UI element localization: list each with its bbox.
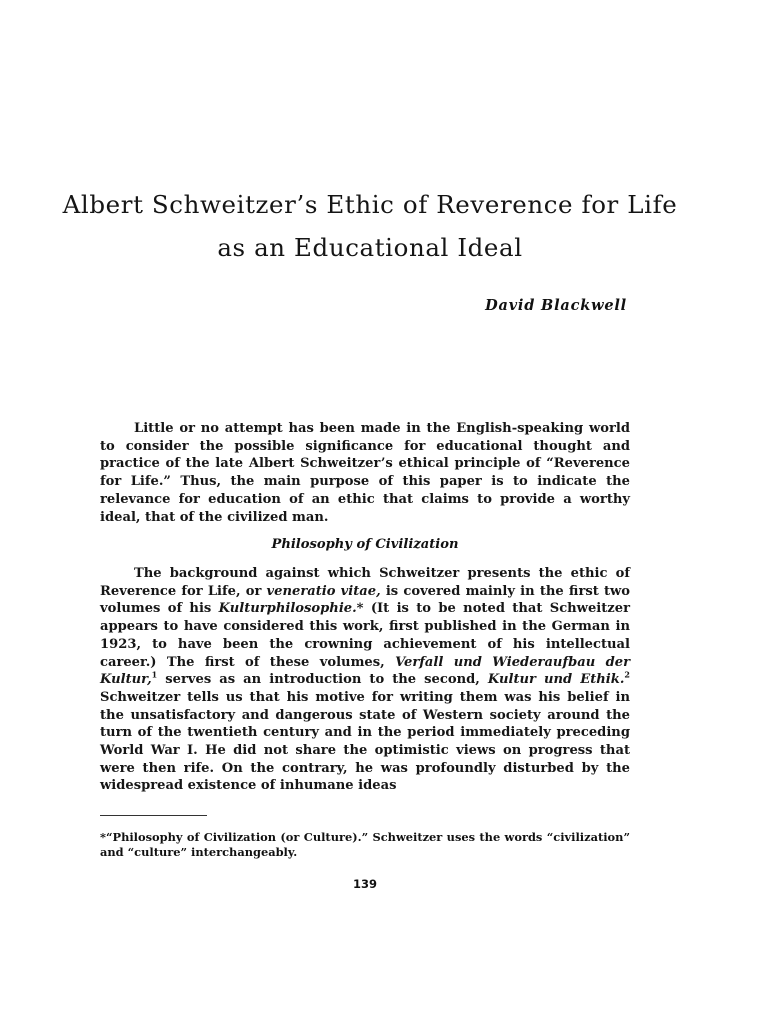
term-kultur-und-ethik: Kultur und Ethik.: [487, 672, 625, 688]
article-title: Albert Schweitzer’s Ethic of Reverence for Life as an Educational Ideal: [62, 190, 678, 262]
footnote-divider: [100, 815, 207, 816]
body-text-5: Schweitzer tells us that his motive for writing them was his belief in the unsatisfactory and dangerous state of Western society around the turn of the twentieth century and in the period immediately preceding World War I. He did not share the optimistic views on progress that were then rife. On the contrary, he was profoundly disturbed by the widespread existence of inhumane ideas: [100, 689, 630, 794]
footnote-text: *“Philosophy of Civilization (or Culture).” Schweitzer uses the words “civilization” and “culture” interchangeably.: [100, 830, 630, 859]
term-verfall-und-wiederaufbau: Verfall und Wiederaufbau der Kultur,: [100, 654, 630, 688]
body-block: [100, 565, 630, 795]
body-text-2: is covered mainly in the first two volumes of his: [100, 583, 630, 617]
term-veneratio-vitae: veneratio vitae,: [266, 583, 381, 599]
term-kulturphilosophie: Kulturphilosophie.*: [218, 601, 364, 617]
body-text-3: (It is to be noted that Schweitzer appears to have considered this work, first published in the German in 1923, to have been the crowning achievement of his intellectual career.) The first of these volumes,: [100, 601, 630, 670]
footnote-ref-1: 1: [151, 669, 158, 680]
footnote-ref-2: 2: [624, 669, 630, 680]
section-heading: Philosophy of Civilization: [271, 537, 459, 552]
intro-paragraph: Little or no attempt has been made in the English-speaking world to consider the possible significance for educational thought and practice of the late Albert Schweitzer’s ethical principle of “Reverence for Life.” Thus, the main purpose of this paper is to indicate the relevance for education of an ethic that claims to provide a worthy ideal, that of the civilized man.: [100, 421, 630, 525]
page-number: 139: [352, 877, 377, 891]
body-text-1: The background against which Schweitzer presents the ethic of Reverence for Life, or: [100, 566, 630, 599]
intro-block: [100, 420, 630, 526]
author-name: David Blackwell: [485, 297, 627, 314]
body-paragraph: [100, 565, 630, 795]
body-text-4: serves as an introduction to the second,: [157, 672, 488, 688]
